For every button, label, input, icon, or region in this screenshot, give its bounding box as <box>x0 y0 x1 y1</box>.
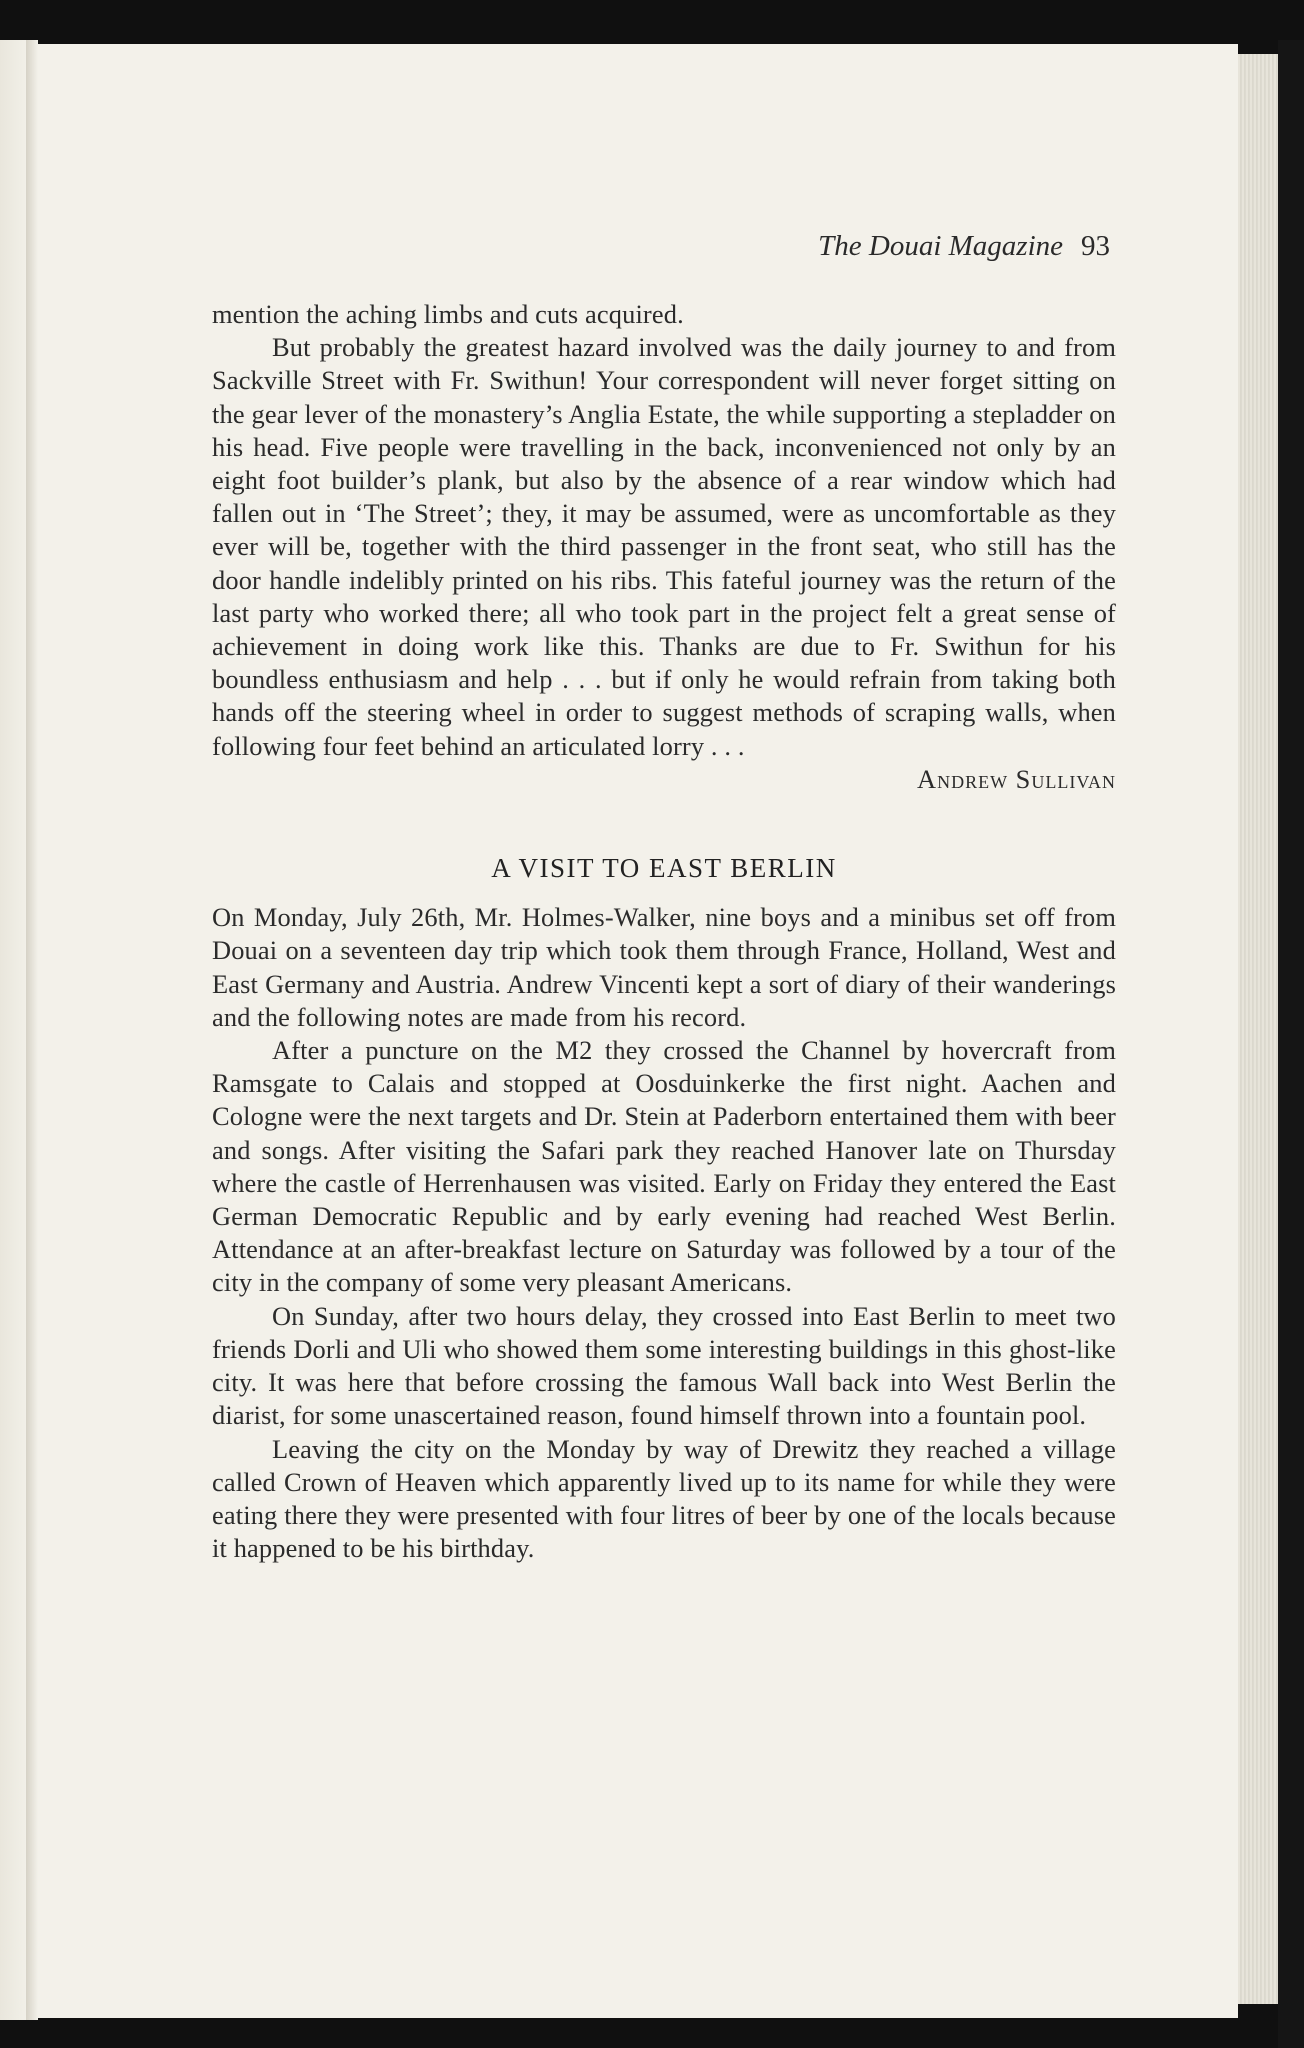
text-block <box>212 298 1116 1565</box>
book-gutter <box>26 40 38 2020</box>
paragraph: On Monday, July 26th, Mr. Holmes-Walker, nine boys and a minibus set off from Douai on a seventeen day trip which took them through France, Holland, West and East Germany and Austria. Andrew Vincenti kept a sort of diary of their wanderings and the following notes are made from his record. <box>212 902 1116 1032</box>
paragraph: After a puncture on the M2 they crossed the Channel by hovercraft from Ramsgate to Calais and stopped at Oosduinkerke the first night. Aachen and Cologne were the next targets and Dr. Stein at Paderborn entertained them with beer and songs. After visiting the Safari park they reached Hanover late on Thursday where the castle of Herrenhausen was visited. Early on Friday they entered the East German Democratic Republic and by early evening had reached West Berlin. Attendance at an after-breakfast lecture on Saturday was followed by a tour of the city in the company of some very pleasant Americans. <box>212 1035 1116 1298</box>
article-heading: A VISIT TO EAST BERLIN <box>491 853 837 884</box>
paragraph: On Sunday, after two hours delay, they crossed into East Berlin to meet two friends Dorli and Uli who showed them some interesting buildings in this ghost-like city. It was here that before crossing the famous Wall back into West Berlin the diarist, for some unascertained reason, found himself thrown into a fountain pool. <box>212 1300 1116 1431</box>
author-signature: Andrew Sullivan <box>917 763 1116 794</box>
paragraph-continued: mention the aching limbs and cuts acquired. <box>212 299 684 329</box>
paragraph: But probably the greatest hazard involved was the daily journey to and from Sackville Street with Fr. Swithun! Your correspondent will never forget sitting on the gear lever of the monastery’s Anglia Estate, the while supporting a stepladder on his head. Five people were travelling in the back, inconvenienced not only by an eight foot builder’s plank, but also by the absence of a rear window which had fallen out in ‘The Street’; they, it may be assumed, were as uncomfortable as they ever will be, together with the third passenger in the front seat, who still has the door handle indelibly printed on his ribs. This fateful journey was the return of the last party who worked there; all who took part in the project felt a great sense of achievement in doing work like this. Thanks are due to Fr. Swithun for his boundless enthusiasm and help . . . but if only he would refrain from taking both hands off the steering wheel in order to suggest methods of scraping walls, when following four feet behind an articulated lorry . . . <box>212 332 1116 761</box>
left-page-edge <box>0 40 27 2020</box>
page-number: 93 <box>1081 230 1110 262</box>
paragraph: Leaving the city on the Monday by way of Drewitz they reached a village called Crown of Heaven which apparently lived up to its name for while they were eating there they were presented with four litres of beer by one of the locals because it happened to be his birthday. <box>212 1433 1116 1564</box>
page-edges <box>1238 54 1280 2004</box>
running-head <box>180 230 1110 263</box>
book-cover-edge <box>1278 40 1304 2048</box>
magazine-title: The Douai Magazine <box>818 230 1063 262</box>
